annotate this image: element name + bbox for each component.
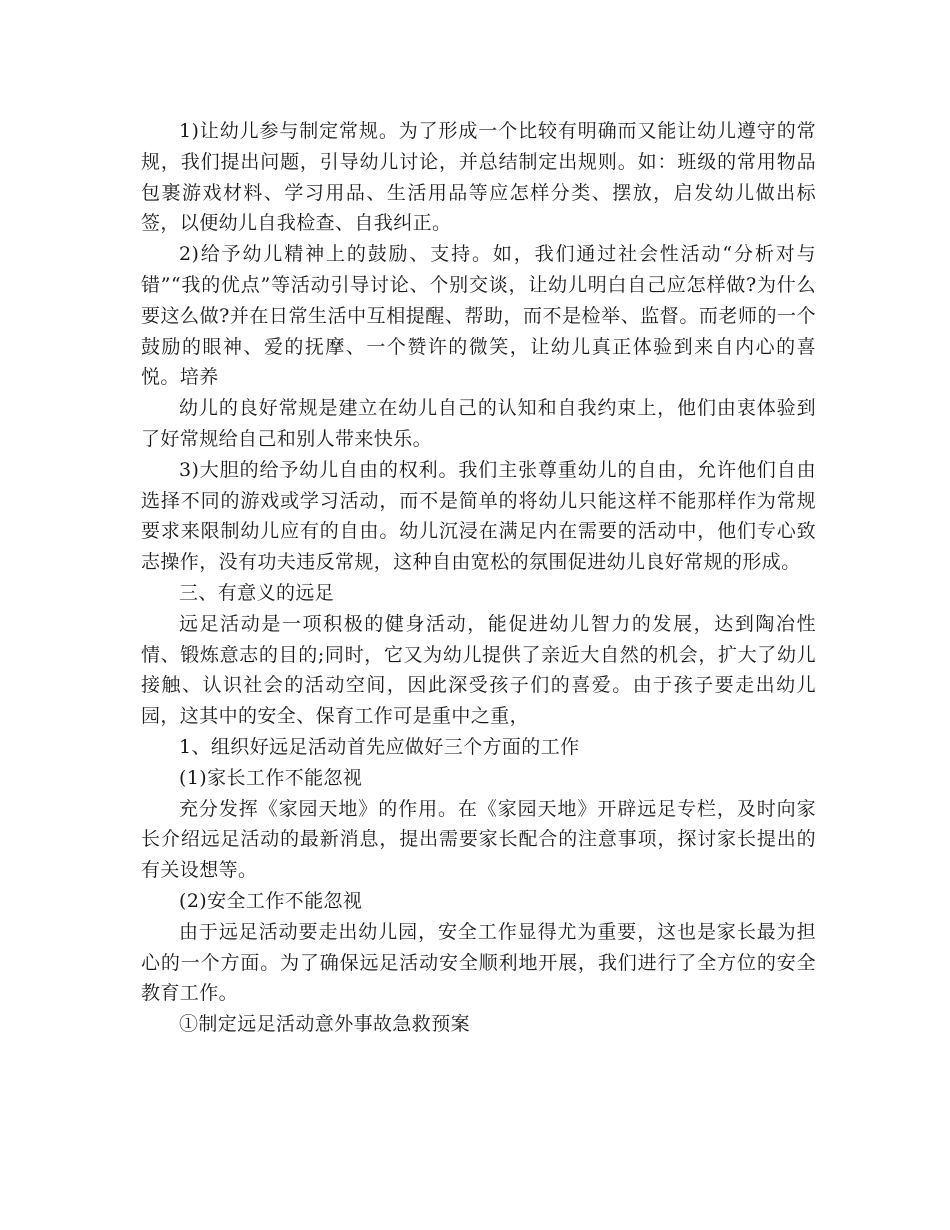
paragraph-parent-work: 充分发挥《家园天地》的作用。在《家园天地》开辟远足专栏，及时向家长介绍远足活动的最新消息，提出需要家长配合的注意事项，探讨家长提出的有关设想等。 bbox=[141, 797, 816, 882]
paragraph-spiritual-encouragement: 2)给予幼儿精神上的鼓励、支持。如，我们通过社会性活动“分析对与错”“我的优点”等活动引导讨论、个别交谈，让幼儿明白自己应怎样做?为什么要这么做?并在日常生活中互相提醒、帮助，而不是检举、监督。而老师的一个鼓励的眼神、爱的抚摩、一个赞许的微笑，让幼儿真正体验到来自内心的喜悦。培养 bbox=[141, 243, 816, 389]
paragraph-outing-intro: 远足活动是一项积极的健身活动，能促进幼儿智力的发展，达到陶冶性情、锻炼意志的目的;同时，它又为幼儿提供了亲近大自然的机会，扩大了幼儿接触、认识社会的活动空间，因此深受孩子们的喜爱。由于孩子要走出幼儿园，这其中的安全、保育工作可是重中之重， bbox=[141, 612, 816, 728]
paragraph-freedom-rights: 3)大胆的给予幼儿自由的权利。我们主张尊重幼儿的自由，允许他们自由选择不同的游戏或学习活动，而不是简单的将幼儿只能这样不能那样作为常规要求来限制幼儿应有的自由。幼儿沉浸在满足内在需要的活动中，他们专心致志操作，没有功夫违反常规，这种自由宽松的氛围促进幼儿良好常规的形成。 bbox=[141, 458, 816, 574]
subheading-safety-work: (2)安全工作不能忽视 bbox=[179, 889, 363, 912]
document-body bbox=[141, 116, 816, 1040]
subheading-three-aspects: 1、组织好远足活动首先应做好三个方面的工作 bbox=[179, 735, 580, 758]
subheading-parent-work: (1)家长工作不能忽视 bbox=[179, 766, 363, 789]
list-item-emergency-plan: ①制定远足活动意外事故急救预案 bbox=[179, 1013, 471, 1036]
paragraph-self-discipline: 幼儿的良好常规是建立在幼儿自己的认知和自我约束上，他们由衷体验到了好常规给自己和别人带来快乐。 bbox=[141, 397, 816, 450]
section-heading-outing: 三、有意义的远足 bbox=[179, 581, 335, 604]
paragraph-safety-work: 由于远足活动要走出幼儿园，安全工作显得尤为重要，这也是家长最为担心的一个方面。为了确保远足活动安全顺利地开展，我们进行了全方位的安全教育工作。 bbox=[141, 920, 816, 1005]
paragraph-rule-participation: 1)让幼儿参与制定常规。为了形成一个比较有明确而又能让幼儿遵守的常规，我们提出问题，引导幼儿讨论，并总结制定出规则。如：班级的常用物品包裹游戏材料、学习用品、生活用品等应怎样分类、摆放，启发幼儿做出标签，以便幼儿自我检查、自我纠正。 bbox=[141, 120, 816, 235]
